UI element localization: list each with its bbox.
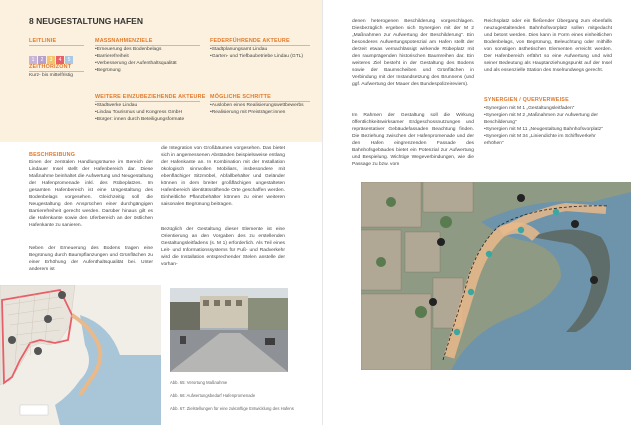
synergien-label: SYNERGIEN / QUERVERWEISE [484, 97, 569, 103]
list-item: • Ausloben eines Realisierungswettbewerbs [210, 102, 318, 109]
zeithorizont-text: Kurz- bis mittelfristig [29, 73, 74, 78]
list-item: • Synergien mit M 2 „Maßnahmen zur Aufwertung der Beschilderung“ [484, 112, 612, 126]
caption-67: Abb. 67: Zielstellungen für eine zukünftige Entwicklung des Hafens [170, 406, 294, 411]
federfuehrend-list [210, 46, 315, 60]
leitlinie-box-3: 3 [47, 56, 55, 64]
list-item: • Begrünung [95, 67, 205, 74]
right-col2a: Reichsplatz oder ein fließender Übergang zum ebenfalls neuzugestaltenden Bahnhofsvorplatz sollen mitgedacht und betont werden. Dies kann in Form eines einheitlichen Bodenbelags, von Begrünung, Beleuchtung oder mithilfe von sonstigen ästhetischen Elementen erreicht werden. Der Hafenbereich erfährt so eine Aufwertung und wird seiner Bedeutung als Hauptanziehungspunkt auf der Insel und als essenzielle Station des Inselrundwegs gerecht. [484, 19, 612, 74]
beschreibung-label: BESCHREIBUNG [29, 152, 76, 158]
beschreibung-col1: Einen der zentralen Handlungsräume im Bereich der Lindauer Insel stellt der Hafenbereich dar. Diese Maßnahme beinhaltet die Aufwertung und Neugestaltung der Hafenpromenade inkl. des Rübeplatzes. Im gesamten Hafenbereich ist eine Umgestaltung des Bodenbelags vorgesehen. Gleichzeitig soll die Neugestaltung den Ansprüchen einer durchgängigen Barrierefreiheit gerecht werden. Darüber hinaus gilt es die Hafenkante sowie den Uferbereich an der östlichen Hafenkante zu sanieren. [29, 160, 153, 229]
list-item: • Erneuerung des Bodenbelags [95, 46, 205, 53]
list-item: • Garten- und Tiefbaubetriebe Lindau (GTL) [210, 53, 315, 60]
location-map [0, 285, 161, 425]
list-item: • Synergien mit M 1 „Gestaltungsleitfaden“ [484, 105, 612, 112]
massnahmenziele-list [95, 46, 205, 74]
weitere-akteure-list [95, 102, 210, 123]
caption-66: Abb. 66: Aufwertungsbedarf Hafenpromenade [170, 393, 256, 398]
list-item: • Barrierefreiheit [95, 53, 205, 60]
beschreibung-col1b: Neben der Erneuerung des Bodens tragen eine Begrünung durch Baumpflanzungen und Grünflächen zu einer Erhöhung der Aufenthaltsqualität bei. Unter anderem ist [29, 246, 153, 273]
beschreibung-col2b: Bezüglich der Gestaltung dieser Elemente ist eine Orientierung an den Vorgaben des zu erstellenden Gestaltungsleitfadens (s. M 1) erforderlich. Als Teil eines Leit- und Informationssystems für Fuß- und Radverkehr wird die Installation entsprechender Stelen anstelle der vorhan- [161, 227, 285, 268]
leitlinie-box-5: 5 [65, 56, 73, 64]
list-item: • Realisierung mit Preisträger:innen [210, 109, 318, 116]
leitlinie-box-4: 4 [56, 56, 64, 64]
synergien-list [484, 105, 612, 147]
right-page [322, 0, 640, 425]
list-item: • Synergien mit M 11 „Neugestaltung Bahnhofsvorplatz“ [484, 126, 612, 133]
federfuehrend-label: FEDERFÜHRENDE AKTEURE [210, 38, 290, 44]
leitlinie-box-1: 1 [29, 56, 37, 64]
leitlinie-label: LEITLINIE [29, 38, 57, 44]
leitlinie-box-2: 2 [38, 56, 46, 64]
harbor-promenade-photo [170, 288, 288, 372]
weitere-akteure-label: WEITERE EINZUBEZIEHENDE AKTEURE [95, 94, 206, 100]
beschreibung-col2: die Integration von Großbäumen vorgesehen. Das bietet sich in angemessenen Abständen beispielsweise entlang der Hafenkante an. In Kombination mit der Installation ökologisch sinnvollen Mobiliars, insbesondere mit ebenflächiger Sitzmöbel, Abfallbehälter und Geländer können in dem breiter großflächigen ungestalteten Hafenbereich identitätsstiftende Orte geschaffen werden. Einheitliche Pflanzbehälter können zu einer weiteren saisonalen Begrünung beitragen. [161, 146, 285, 208]
list-item: • Synergien mit M 34 „Liniendichte im Schiffsverkehr erhöhen“ [484, 133, 612, 147]
list-item: • Verbesserung der Aufenthaltsqualität [95, 60, 205, 67]
caption-65: Abb. 65: Verortung Maßnahme [170, 380, 228, 385]
right-col1a: denen heterogenen Beschilderung vorgeschlagen. Diesbezüglich ergeben sich Synergien mit der M 2 „Maßnahmen zur Aufwertung der Beschilderung“. Ein besonderes Aufwertungspotenzial am Hafen stellt der derzeit etwas vernachlässigt wirkende Rübeplatz mit den raumprägenden historischen Baumreihen dar. Ein weiteres Ziel besteht in der Gestaltung des Bodens sowie der Baumscheiben und Grünflächen in Verbindung mit der Instandsetzung des Brunnens (und ggf. Aufwertung der Mauer des Bundespolizeireviers). [352, 19, 474, 88]
list-item: • Stadtplanungsamt Lindau [210, 46, 315, 53]
harbor-aerial-plan [361, 182, 631, 370]
list-item: • Bürger: innen durch Beteiligungsformate [95, 116, 210, 123]
page-title: 8 NEUGESTALTUNG HAFEN [29, 16, 143, 26]
right-col1b: Im Rahmen der Gestaltung soll die Wirkung öffentlichkeitswirksamer Erdgeschossnutzungen und repräsentativer Gebäudefassaden Beachtung finden. Die Beziehung zwischen der Hafenpromenade und der den Hafen eingrenzenden Fassade des Bahnhofsgebäudes bietet ein Potenzial zur Aufwertung und Bespielung. Wichtige Wegeverbindungen, wie die Passage zu bzw. vom [352, 113, 474, 168]
list-item: • Stadtwerke Lindau [95, 102, 210, 109]
schritte-list [210, 102, 318, 116]
list-item: • Lindau Tourismus und Kongress GmbH [95, 109, 210, 116]
massnahmenziele-label: MASSNAHMENZIELE [95, 38, 153, 44]
zeithorizont-label: ZEITHORIZONT [29, 64, 72, 70]
schritte-label: MÖGLICHE SCHRITTE [210, 94, 271, 100]
